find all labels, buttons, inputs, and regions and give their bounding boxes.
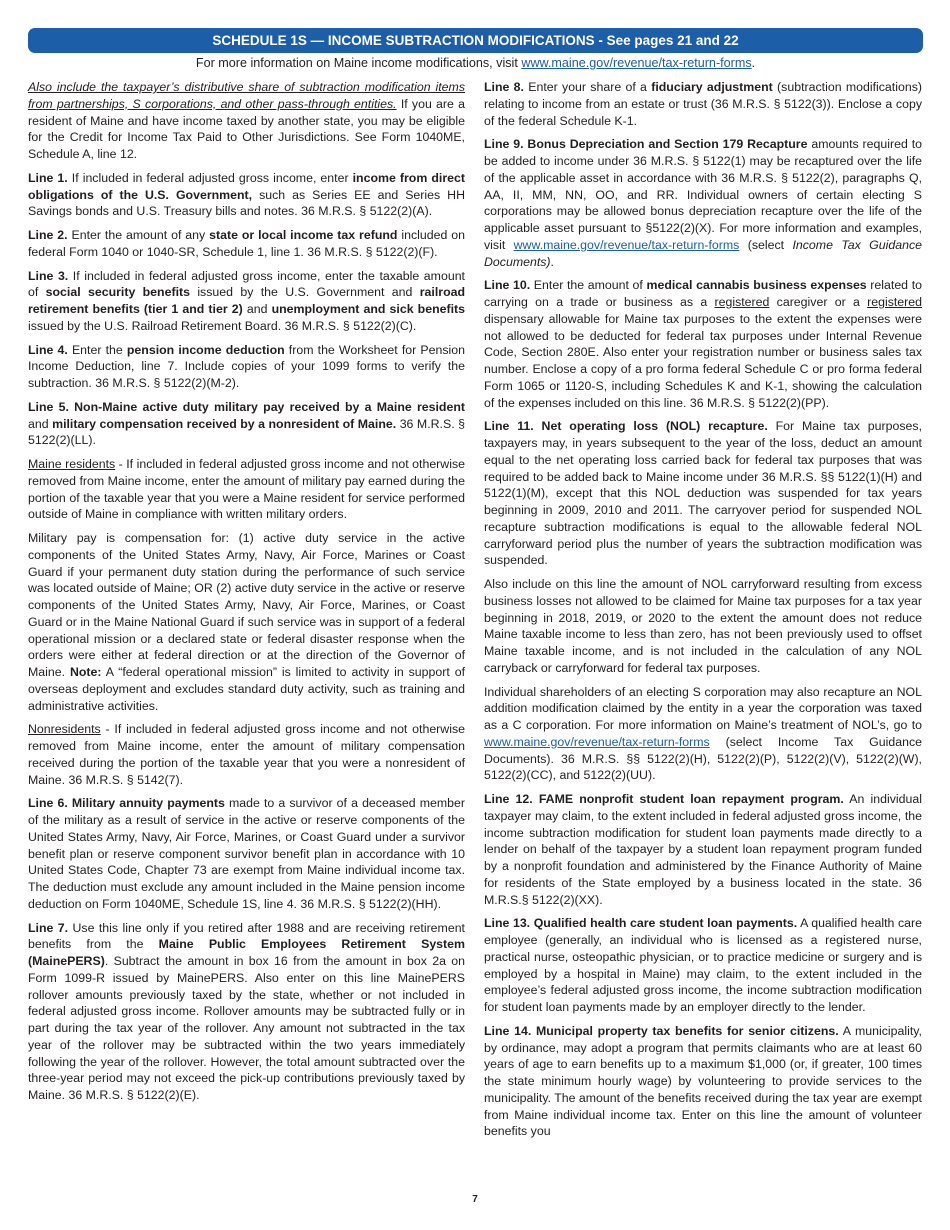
line-1-text-c: such as Series EE and Series HH Savings bonds and U.S. Treasury bills and notes. 36 M.R.S. § 5122(2)(A).: [28, 187, 466, 219]
line-4-paragraph: [28, 342, 465, 392]
line-10-text-d: caregiver or a: [769, 295, 868, 309]
line-2-text-c: included on federal Form 1040 or 1040-SR, Schedule 1, line 1. 36 M.R.S. § 5122(2)(F).: [28, 228, 465, 259]
line-4-text-c: from the Worksheet for Pension Income Deduction, line 7. Include copies of your 1099 forms to verify the subtraction. 36 M.R.S. § 5122(2)(M-2).: [28, 342, 465, 390]
intro-paragraph: [28, 79, 465, 163]
nonresidents-text: - If included in federal adjusted gross income and not otherwise removed from Maine income, enter the amount of military compensation received during the portion of the taxable year that you were a nonresident of Maine. 36 M.R.S. § 5142(7).: [28, 722, 465, 787]
line-12-text: An individual taxpayer may claim, to the extent included in federal adjusted gross income, the income subtraction modification for student loan payments made directly to a lender on behalf of the taxpayer by a student loan repayment program funded by a nonprofit foundation and administered by the Finance Authority of Maine for residents of the State employed by a business located in the state. 36 M.R.S.§ 5122(2)(XX).: [484, 792, 922, 907]
nonresidents-label: Nonresidents: [28, 722, 101, 737]
line-11-paragraph: [484, 418, 922, 569]
line-7-label: Line 7.: [28, 920, 69, 935]
more-info-link[interactable]: www.maine.gov/revenue/tax-return-forms: [521, 56, 752, 70]
line-10-registered-2: registered: [867, 295, 922, 309]
schedule-banner: SCHEDULE 1S — INCOME SUBTRACTION MODIFICATIONS - See pages 21 and 22: [28, 28, 923, 53]
line-8-paragraph: [484, 79, 922, 129]
line-4-text-a: Enter the: [67, 342, 127, 357]
line-4-label: Line 4.: [28, 342, 68, 357]
line-10-bold: medical cannabis business expenses: [646, 278, 867, 293]
line-8-label: Line 8.: [484, 80, 524, 94]
line-10-text-a: Enter the amount of: [530, 278, 647, 293]
line-7-bold: Maine Public Employees Retirement System (MainePERS): [28, 937, 466, 968]
line-13-text: A qualified health care employee (generally, an individual who is licensed as a registered nurse, practical nurse, osteopathic physician, or to practice medicine or surgery and is employed by a hospital in Maine) may claim, to the extent included in the employee’s federal adjusted gross income, the income subtraction modification for student loan payments made by an employer directly to the lender.: [484, 916, 922, 1014]
more-info-suffix: .: [751, 56, 756, 70]
maine-residents-text: - If included in federal adjusted gross income and not otherwise removed from Maine income, enter the amount of military pay earned during the portion of the taxable year that you were a Maine resident for service performed outside of Maine in compliance with written military orders.: [28, 457, 465, 522]
line-2-text-a: Enter the amount of any: [67, 228, 210, 242]
military-pay-text-b: A “federal operational mission” is limited to activity in support of overseas deployment and excludes standard duty activity, such as training and administrative activities.: [28, 665, 465, 713]
maine-residents-paragraph: [28, 456, 465, 523]
line-10-registered-1: registered: [714, 295, 770, 309]
line-8-text-a: Enter your share of a: [523, 80, 652, 94]
line-6-paragraph: [28, 795, 465, 912]
more-info-prefix: For more information on Maine income modifications, visit: [195, 56, 522, 70]
intro-rest: If you are a resident of Maine and have income taxed by another state, you may be eligible for the Credit for Income Tax Paid to Other Jurisdictions. See Form 1040ME, Schedule A, line 12.: [28, 96, 465, 161]
line-10-paragraph: [484, 277, 922, 411]
military-pay-note-label: Note:: [69, 665, 102, 679]
nonresidents-paragraph: [28, 721, 465, 788]
line-3-bold-f: unemployment and sick benefits: [271, 302, 465, 316]
line-2-paragraph: [28, 227, 465, 261]
more-info-line: [28, 55, 923, 71]
line-3-bold-b: social security benefits: [45, 285, 190, 300]
line-5-label: Line 5. Non-Maine active duty military pay received by a Maine resident: [28, 399, 465, 414]
line-9-text-b: (select: [739, 237, 793, 252]
line-9-text-c: .: [550, 254, 554, 269]
line-1-label: Line 1.: [28, 170, 68, 185]
line-6-label: Line 6. Military annuity payments: [28, 796, 225, 811]
line-7-text-c: . Subtract the amount in box 16 from the amount in box 2a on Form 1099-R issued by MainePERS. Also enter on this line MainePERS rollover amounts previously taxed by the state, whether or not included in federal adjusted gross income. Rollover amounts may be subtracted fully or in part during the tax year of the rollover. Any amount not subtracted in the tax year of the rollover may be subtracted within the two years immediately following the year of the rollover. However, the total amount subtracted over the three-year period may not exceed the pick-up contributions previously taxed by Maine. 36 M.R.S. § 5122(2)(E).: [28, 954, 465, 1102]
line-3-text-a: If included in federal adjusted gross income, enter the taxable amount of: [28, 268, 465, 300]
line-8-text-c: (subtraction modifications) relating to income from an estate or trust (36 M.R.S. § 5122(3)). Enclose a copy of the federal Schedule K-1.: [484, 80, 922, 128]
line-3-text-c: issued by the U.S. Government and: [189, 285, 420, 300]
line-5-paragraph: [28, 399, 465, 449]
line-9-label: Line 9. Bonus Depreciation and Section 179 Recapture: [484, 137, 808, 152]
line-10-label: Line 10.: [484, 278, 531, 293]
line-10-text-e: dispensary allowable for Maine tax purposes to the extent the expenses were not allowed to be deducted for federal tax purposes under Internal Revenue Code, Section 280E. Also enter your registration number or business sales tax number. Enclose a copy of a pro forma federal Schedule C or pro forma federal Form 1065 or 1120-S, including Schedules K and K-1, showing the calculation of the expenses included on this line. 36 M.R.S. § 5122(2)(PP).: [484, 311, 922, 410]
line-13-label: Line 13. Qualified health care student loan payments.: [484, 916, 798, 931]
line-1-text-a: If included in federal adjusted gross income, enter: [67, 170, 353, 185]
nol-scorp-link[interactable]: www.maine.gov/revenue/tax-return-forms: [484, 734, 710, 749]
nol-also-paragraph: Also include on this line the amount of NOL carryforward resulting from excess business losses not allowed to be claimed for Maine tax purposes for a tax year beginning in 2018, 2019, or 2020 to the extent the amount does not reduce Maine taxable income to less than zero, has not been previously used to offset Maine taxable income, and is not included in the calculation of any NOL carryback or carryforward for federal tax purposes.: [484, 577, 922, 675]
line-6-text: made to a survivor of a deceased member of the military as a result of service in the active or reserve components of the United States Army, Navy, Air Force, Marines, or Coast Guard under a survivor benefit plan or reserve component survivor benefit plan in accordance with 10 United States Code, Chapter 73 are exempt from Maine individual income tax. The deduction must exclude any amount included in the Maine pension income deduction on Form 1040ME, Schedule 1S, line 4. 36 M.R.S. § 5122(2)(HH).: [28, 796, 465, 911]
line-1-bold: income from direct obligations of the U.S. Government,: [28, 170, 465, 202]
line-11-label: Line 11. Net operating loss (NOL) recapture.: [484, 419, 768, 434]
left-column: [28, 79, 465, 1111]
page-number: 7: [472, 1194, 478, 1205]
line-14-label: Line 14. Municipal property tax benefits for senior citizens.: [484, 1023, 839, 1038]
line-1-paragraph: [28, 170, 465, 220]
line-12-label: Line 12. FAME nonprofit student loan repayment program.: [484, 792, 844, 806]
nol-scorp-paragraph: [484, 684, 922, 785]
intro-underlined: Also include the taxpayer’s distributive share of subtraction modification items from partnerships, S corporations, and other pass-through entities.: [28, 80, 465, 111]
line-3-paragraph: [28, 268, 465, 335]
maine-residents-label: Maine residents: [28, 457, 116, 471]
line-8-bold: fiduciary adjustment: [651, 80, 773, 94]
line-7-text-a: Use this line only if you retired after 1988 and are receiving retirement benefits from the: [28, 920, 465, 952]
line-3-text-g: issued by the U.S. Railroad Retirement Board. 36 M.R.S. § 5122(2)(C).: [28, 318, 417, 333]
line-9-link[interactable]: www.maine.gov/revenue/tax-return-forms: [513, 237, 740, 252]
line-4-bold: pension income deduction: [126, 342, 285, 357]
line-5-text-c: 36 M.R.S. § 5122(2)(LL).: [28, 416, 465, 448]
line-11-text: For Maine tax purposes, taxpayers may, in years subsequent to the year of the loss, deduct an amount equal to the net operating loss carried back for federal tax purposes that was required to be added back to Maine income under 36 M.R.S. §§ 5122(1)(H) and 5122(1)(M), except that this NOL deduction was suspended for tax years beginning in 2009, 2010 and 2011. The carryover period for suspended NOL recapture subtraction modifications is equal to the allowable federal NOL carryforward period plus the number of years the subtraction modification was suspended.: [484, 419, 923, 568]
line-5-text-a: and: [28, 416, 53, 431]
line-2-label: Line 2.: [28, 228, 68, 242]
line-12-paragraph: [484, 791, 922, 908]
line-7-paragraph: [28, 920, 465, 1104]
line-9-text-a: amounts required to be added to income under 36 M.R.S. § 5122(1) may be recaptured over the life of the applicable asset in accordance with 36 M.R.S. § 5122(2), paragraphs Q, AA, II, MM, NN, OO, and RR. Individual owners of certain electing S corporations may be allowed bonus depreciation recapture over the life of the applicable asset pursuant to §5122(2)(X). For more information and examples, visit: [484, 137, 922, 252]
line-3-bold-d: railroad retirement benefits (tier 1 and tier 2): [28, 285, 466, 316]
nol-scorp-text-a: Individual shareholders of an electing S corporation may also recapture an NOL addition modification claimed by the entity in a year the corporation was taxed as a C corporation. For more information on Maine’s treatment of NOL’s, go to: [484, 684, 922, 732]
right-column: [484, 79, 922, 1147]
military-pay-text-a: Military pay is compensation for: (1) active duty service in the active components of the United States Army, Navy, Air Force, Marines or Coast Guard if your permanent duty station during the performance of such service was located outside of Maine; OR (2) active duty service in the active or reserve components of the United States Army, Navy, Air Force, Marines, or Coast Guard or in the Maine National Guard if such service was in support of a federal operational mission or a declared state or federal disaster response when the orders were either at federal direction or at the direction of the Governor of Maine.: [28, 531, 465, 679]
nol-scorp-text-b: (select Income Tax Guidance Documents). 36 M.R.S. §§ 5122(2)(H), 5122(2)(P), 5122(2)(V), 5122(2)(W), 5122(2)(CC), and 5122(2)(UU).: [484, 734, 922, 783]
line-10-text-c: related to carrying on a trade or business as a: [484, 278, 922, 309]
military-pay-paragraph: [28, 530, 465, 714]
line-5-bold: military compensation received by a nonresident of Maine.: [52, 416, 397, 431]
line-9-paragraph: [484, 136, 922, 270]
line-3-label: Line 3.: [28, 268, 69, 283]
line-14-text: A municipality, by ordinance, may adopt a program that permits claimants who are at least 60 years of age to earn benefits up to a maximum $1,000 (or, if greater, 100 times the state minimum hourly wage) by volunteering to provide services to the municipality. The amount of the benefits received during the tax year are exempt from Maine individual income tax. Enter on this line the amount of volunteer benefits you: [484, 1023, 922, 1139]
line-3-text-e: and: [242, 302, 272, 316]
line-9-italic: Income Tax Guidance Documents): [484, 237, 922, 269]
line-13-paragraph: [484, 915, 922, 1016]
line-14-paragraph: [484, 1023, 922, 1140]
line-2-bold: state or local income tax refund: [209, 228, 398, 242]
